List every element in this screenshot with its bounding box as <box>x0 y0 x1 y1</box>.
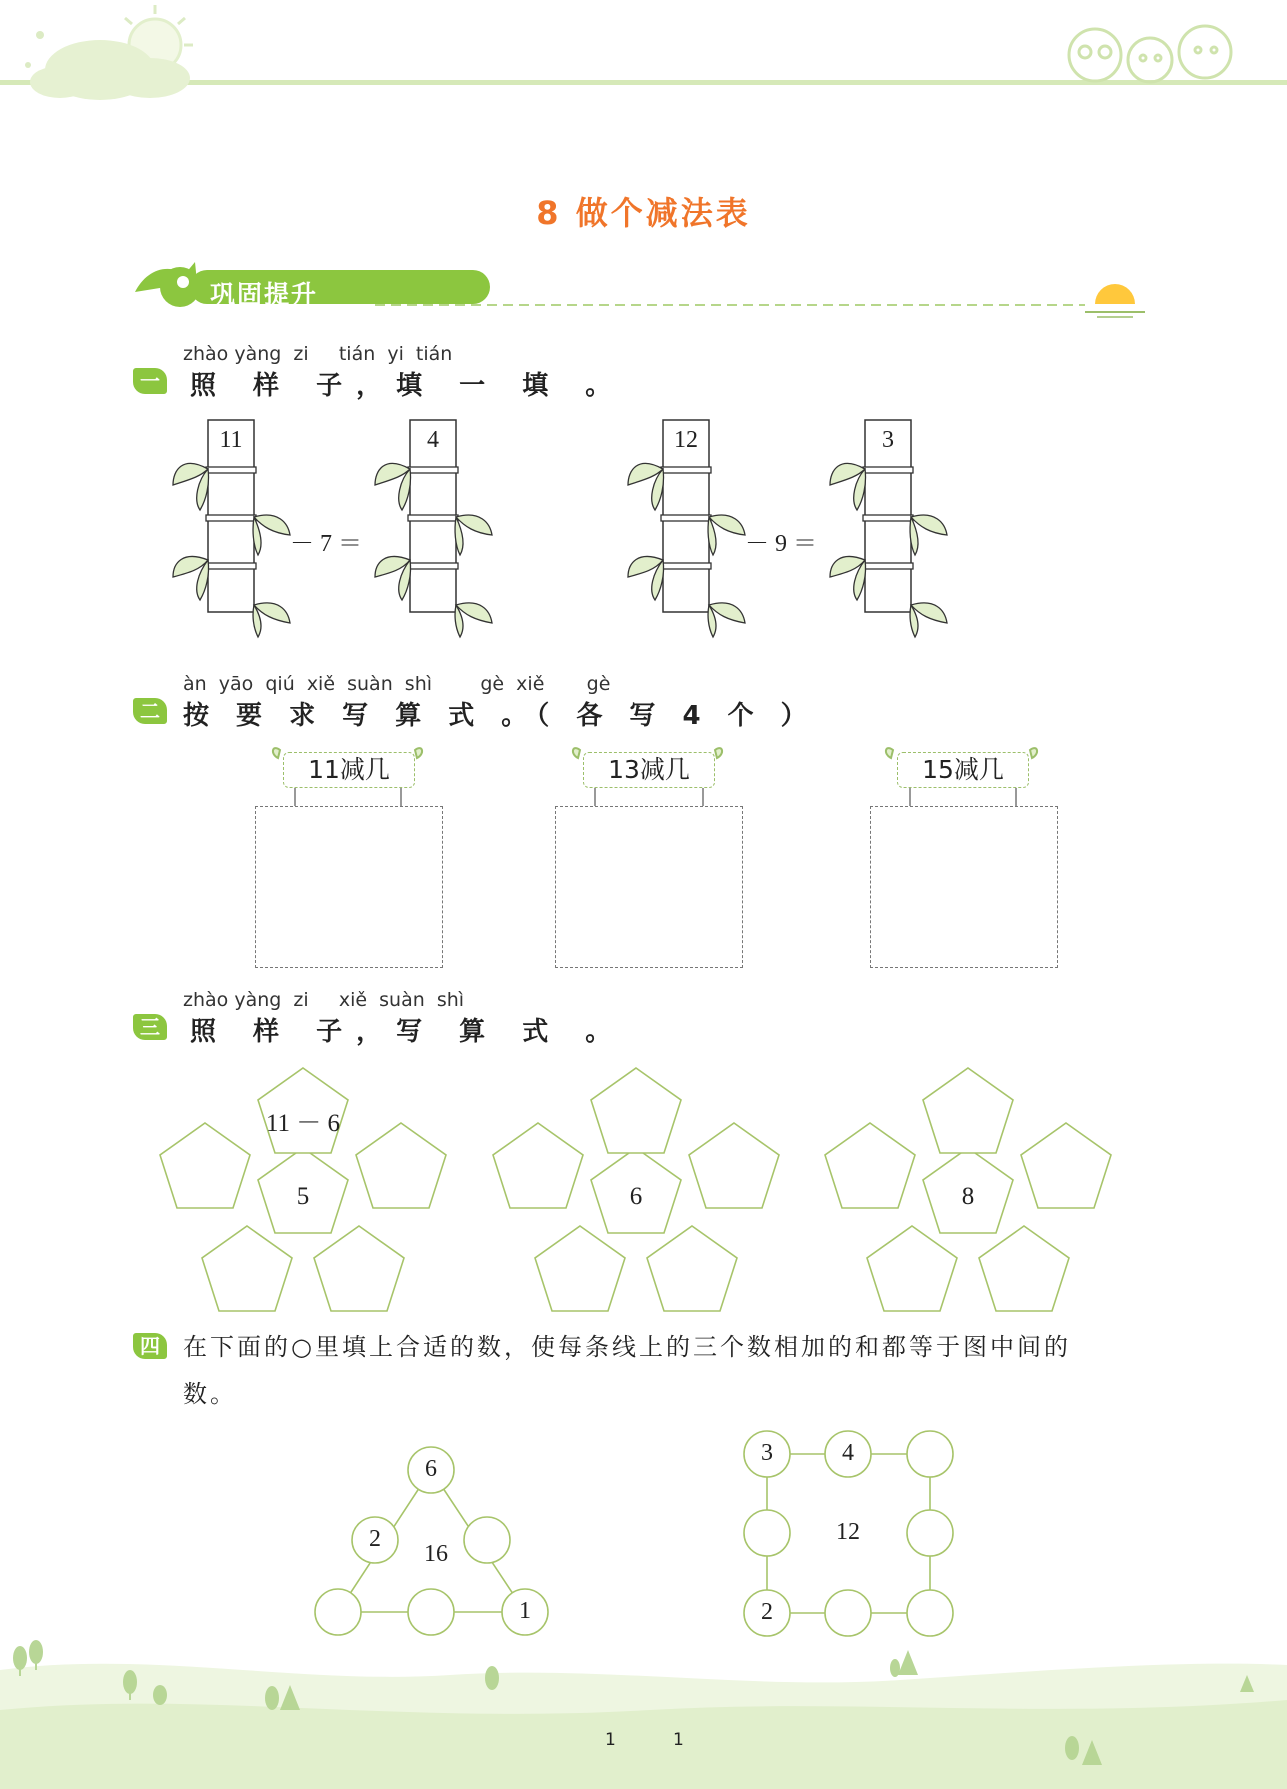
sq-circle-br[interactable] <box>907 1590 953 1636</box>
section-banner-label: 巩固提升 <box>210 280 319 309</box>
tri-center-value: 16 <box>424 1541 448 1567</box>
q4-text-line1: 在下面的○里填上合适的数，使每条线上的三个数相加的和都等于图中间的 <box>183 1333 1071 1361</box>
page-number-left: 1 <box>605 1730 616 1750</box>
q4-text-line2: 数。 <box>183 1380 237 1408</box>
q2-text: 按 要 求 写 算 式 。（ 各 写 4 个 ） <box>183 701 816 731</box>
header-decoration <box>0 0 1287 120</box>
bamboo-4-top-number: 3 <box>882 427 894 453</box>
flower-1-center: 5 <box>296 1183 310 1210</box>
bamboo-3-top-number: 12 <box>674 427 698 453</box>
q3-number: 三 <box>133 1014 167 1040</box>
tri-left-mid-value: 2 <box>369 1526 381 1552</box>
tri-circle-bottom-mid[interactable] <box>408 1589 454 1635</box>
q2-label-3: 15减几 <box>897 752 1029 788</box>
tri-circle-bottom-left[interactable] <box>315 1589 361 1635</box>
q2-answer-box-1[interactable] <box>255 806 443 968</box>
star-icon <box>25 31 44 68</box>
sunset-icon <box>1085 284 1145 317</box>
q1-operation-1: － 7 ＝ <box>290 531 362 557</box>
sq-circle-ml[interactable] <box>744 1510 790 1556</box>
bamboo-1-top-number: 11 <box>219 427 243 453</box>
bamboo-2-top-number: 4 <box>427 427 439 453</box>
q1-operation-2: － 9 ＝ <box>745 531 817 557</box>
page-number-right: 1 <box>673 1730 684 1750</box>
cloud-icon <box>30 19 190 100</box>
q2-label-1: 11减几 <box>283 752 415 788</box>
q2-answer-box-3[interactable] <box>870 806 1058 968</box>
sq-circle-mr[interactable] <box>907 1510 953 1556</box>
page-title: 8 做个减法表 <box>536 194 751 232</box>
flower-1-top-expression: 11 － 6 <box>265 1110 341 1137</box>
q4-number: 四 <box>133 1333 167 1359</box>
tri-circle-right-mid[interactable] <box>464 1517 510 1563</box>
sq-bl-value: 2 <box>761 1599 773 1625</box>
q2-answer-box-2[interactable] <box>555 806 743 968</box>
flower-2-center: 6 <box>629 1183 643 1210</box>
q1-text: 照 样 子，填 一 填 。 <box>190 371 626 401</box>
animal-faces-icon <box>1069 26 1231 82</box>
q3-text: 照 样 子，写 算 式 。 <box>190 1017 626 1047</box>
q4-diagrams <box>0 1420 1287 1640</box>
footer-landscape <box>0 1640 1287 1789</box>
q2-pinyin: àn yāo qiú xiě suàn shì gè xiě gè <box>183 673 611 695</box>
q1-pinyin: zhào yàng zi tián yi tián <box>183 343 453 365</box>
tri-bottom-right-value: 1 <box>519 1598 531 1624</box>
sq-t2-value: 4 <box>842 1440 854 1466</box>
flower-3-center: 8 <box>961 1183 975 1210</box>
q1-number: 一 <box>133 368 167 394</box>
sq-circle-tr[interactable] <box>907 1431 953 1477</box>
q3-pinyin: zhào yàng zi xiě suàn shì <box>183 989 465 1011</box>
sq-center-value: 12 <box>836 1519 860 1545</box>
sq-tl-value: 3 <box>761 1440 773 1466</box>
tri-top-value: 6 <box>425 1456 437 1482</box>
sq-circle-b2[interactable] <box>825 1590 871 1636</box>
q2-label-2: 13减几 <box>583 752 715 788</box>
bamboo-illustrations <box>0 410 1287 650</box>
q2-number: 二 <box>133 698 167 724</box>
